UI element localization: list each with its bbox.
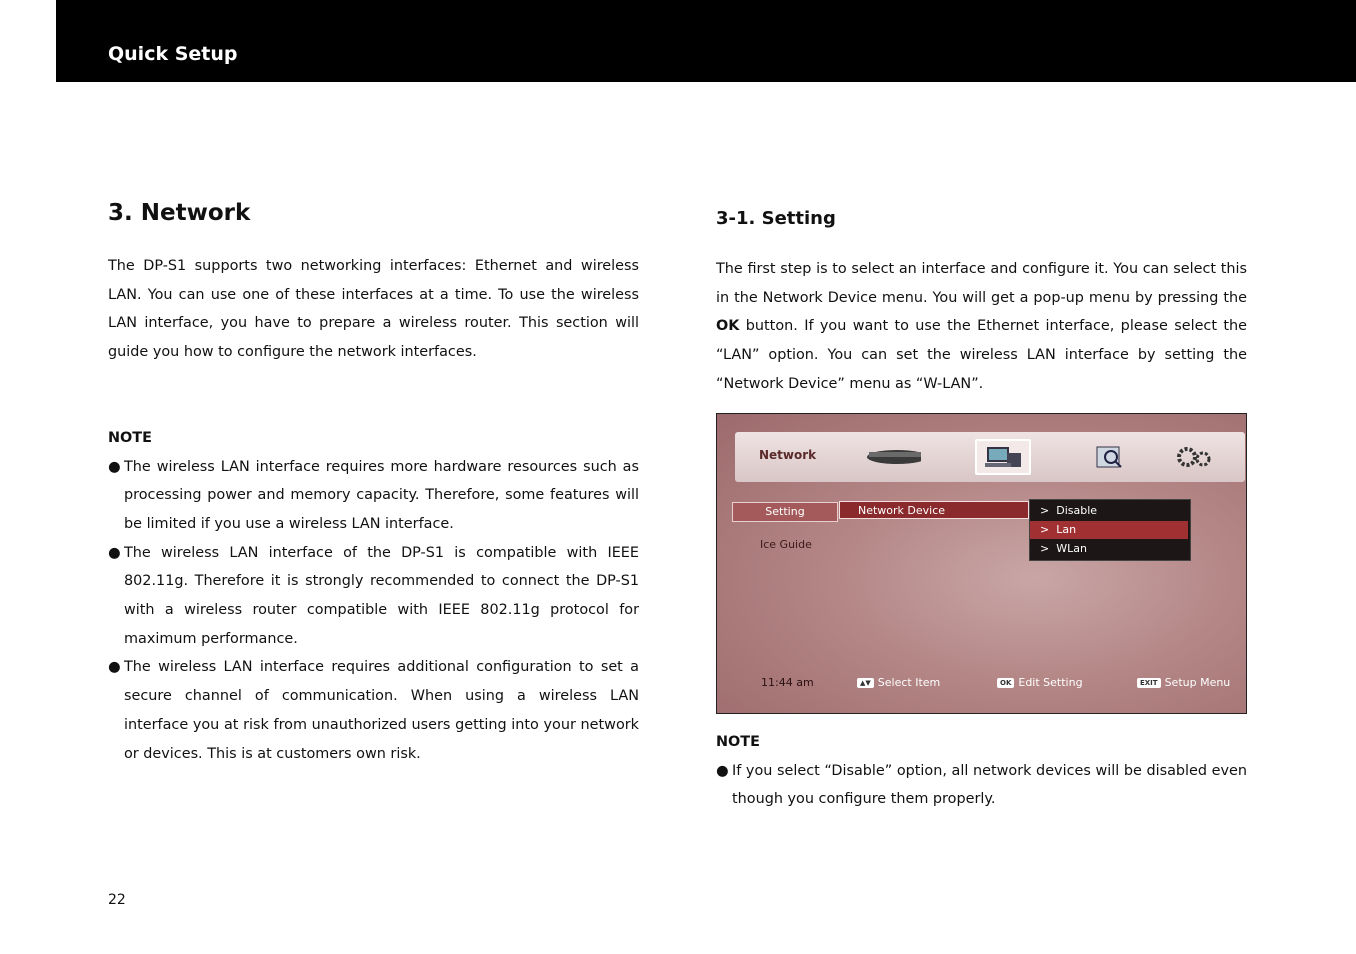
tv-screenshot <box>716 413 1247 714</box>
bullet-icon: ● <box>108 659 121 676</box>
network-device-field[interactable]: Network Device <box>839 501 1029 519</box>
key-hint-select <box>857 676 940 689</box>
key-hint-edit <box>997 676 1083 689</box>
note-list <box>108 453 639 769</box>
page-number: 22 <box>108 892 126 908</box>
note-text: The wireless LAN interface requires more hardware resources such as processing power and memory capacity. Therefore, some features will be limited if you use a wireless LAN interface. <box>124 458 639 532</box>
setting-paragraph <box>716 255 1247 399</box>
note-item <box>108 539 639 654</box>
note-item <box>108 453 639 539</box>
tv-menu-title: Network <box>759 448 817 462</box>
bullet-icon: ● <box>108 458 121 475</box>
note-text: The wireless LAN interface requires additional configuration to set a secure channel of communication. When using a wireless LAN interface you at risk from unauthorized users getting into your network or devices. This is at customers own risk. <box>124 659 639 762</box>
tv-menu-bar <box>735 432 1245 482</box>
network-computer-icon <box>975 439 1031 475</box>
key-hint-label: Edit Setting <box>1018 676 1083 689</box>
para-part-a: The first step is to select an interface and configure it. You can select this in the Network Device menu. You will get a pop-up menu by pressing the <box>716 261 1247 306</box>
key-hint-label: Select Item <box>877 676 941 689</box>
intro-paragraph: The DP-S1 supports two networking interfaces: Ethernet and wireless LAN. You can use one of these interfaces at a time. To use the wireless LAN interface, you have to prepare a wireless router. This section will guide you how to configure the network interfaces. <box>108 258 639 361</box>
note-item <box>716 757 1247 814</box>
gear-icon <box>1165 439 1221 475</box>
network-device-popup <box>1029 499 1191 561</box>
right-column <box>716 208 1247 399</box>
chevron-right-icon: > <box>1040 504 1050 517</box>
header-title: Quick Setup <box>108 43 238 65</box>
popup-item-lan[interactable] <box>1030 521 1188 539</box>
note-label: NOTE <box>716 734 760 750</box>
note-text: The wireless LAN interface of the DP-S1 is compatible with IEEE 802.11g. Therefore it is strongly recommended to connect the DP-S1 with a wireless router compatible with IEEE 802.11g protocol for maximum performance. <box>124 544 639 647</box>
ok-keyword: OK <box>716 318 740 335</box>
ok-key-icon: OK <box>997 678 1014 688</box>
note-text: If you select “Disable” option, all network devices will be disabled even though you configure them properly. <box>732 762 1247 808</box>
section-heading: 3. Network <box>108 200 251 226</box>
right-note-block <box>716 728 1247 814</box>
bullet-icon: ● <box>716 762 729 779</box>
subsection-heading: 3-1. Setting <box>716 208 836 229</box>
popup-item-label: Lan <box>1056 523 1077 536</box>
player-device-icon <box>865 439 921 475</box>
tv-clock: 11:44 am <box>761 676 814 689</box>
note-label: NOTE <box>108 429 152 446</box>
chevron-right-icon: > <box>1040 523 1050 536</box>
chevron-right-icon: > <box>1040 542 1050 555</box>
key-hint-label: Setup Menu <box>1164 676 1231 689</box>
key-hint-setup <box>1137 676 1230 689</box>
para-part-b: button. If you want to use the Ethernet interface, please select the “LAN” option. You can set the wireless LAN interface by setting the “Network Device” menu as “W-LAN”. <box>716 318 1247 392</box>
search-settings-icon <box>1079 439 1135 475</box>
note-list <box>716 757 1247 814</box>
popup-item-disable[interactable] <box>1030 502 1188 520</box>
note-item <box>108 653 639 768</box>
exit-key-icon: EXIT <box>1137 678 1161 688</box>
popup-item-wlan[interactable] <box>1030 540 1188 558</box>
bullet-icon: ● <box>108 544 121 561</box>
left-column <box>108 200 639 768</box>
page-header <box>56 0 1356 82</box>
arrow-keys-icon: ▲▼ <box>857 678 874 688</box>
popup-item-label: Disable <box>1056 504 1098 517</box>
tv-side-item-ice-guide[interactable]: Ice Guide <box>760 538 812 551</box>
tv-side-item-setting[interactable]: Setting <box>732 502 838 522</box>
popup-item-label: WLan <box>1056 542 1087 555</box>
